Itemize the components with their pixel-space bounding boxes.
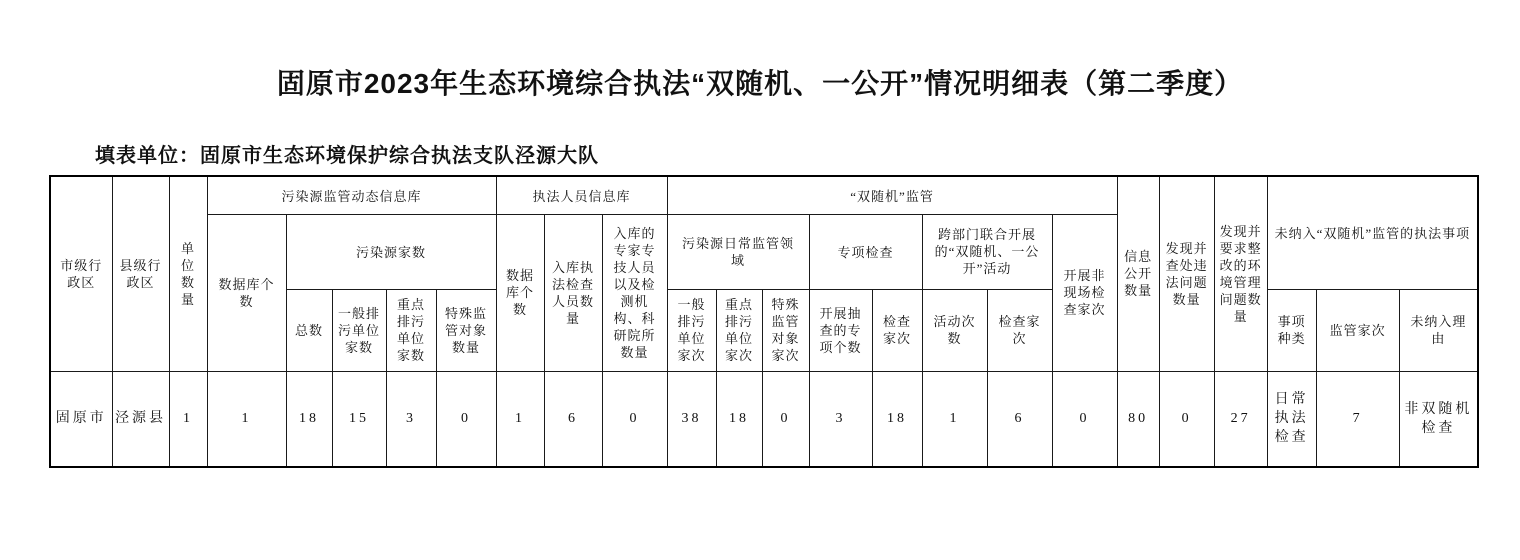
group-header-pollution-source-db: 污染源监管动态信息库 <box>207 176 496 214</box>
col-header-county-region: 县级行政区 <box>112 176 169 371</box>
cell-enforcer-db-count: 1 <box>496 371 544 467</box>
cell-pollution-total: 18 <box>286 371 332 467</box>
group-header-daily-supervision-field: 污染源日常监管领域 <box>667 214 809 289</box>
page-title: 固原市2023年生态环境综合执法“双随机、一公开”情况明细表（第二季度） <box>276 68 1244 99</box>
col-header-unit-count: 单位数量 <box>169 176 207 371</box>
group-header-excluded-items: 未纳入“双随机”监管的执法事项 <box>1267 176 1478 289</box>
cell-info-disclosure-count: 80 <box>1117 371 1159 467</box>
col-header-pollution-general-units: 一般排污单位家数 <box>332 289 386 371</box>
col-header-excluded-supervision-visits: 监管家次 <box>1316 289 1399 371</box>
col-header-pollution-special-objects: 特殊监管对象数量 <box>436 289 496 371</box>
cell-pollution-key-units: 3 <box>386 371 436 467</box>
cell-pollution-special-objects: 0 <box>436 371 496 467</box>
col-header-enforcer-db-count: 数据库个数 <box>496 214 544 371</box>
col-header-excluded-item-type: 事项种类 <box>1267 289 1316 371</box>
cell-excluded-item-type: 日常执法检查 <box>1267 371 1316 467</box>
cell-pollution-db-count: 1 <box>207 371 286 467</box>
cell-special-inspection-visits: 18 <box>872 371 922 467</box>
col-header-violations-found-count: 发现并查处违法问题数量 <box>1159 176 1214 371</box>
cell-county: 泾源县 <box>112 371 169 467</box>
col-header-special-inspection-visits: 检查家次 <box>872 289 922 371</box>
col-header-joint-inspection-visits: 检查家次 <box>987 289 1052 371</box>
col-header-pollution-db-count: 数据库个数 <box>207 214 286 371</box>
cell-joint-inspection-visits: 6 <box>987 371 1052 467</box>
form-unit-line <box>95 139 599 168</box>
cell-rectification-found-count: 27 <box>1214 371 1267 467</box>
col-header-excluded-reason: 未纳入理由 <box>1399 289 1478 371</box>
cell-enforcer-expert-count: 0 <box>602 371 667 467</box>
cell-special-sampling-count: 3 <box>809 371 872 467</box>
col-header-special-sampling-count: 开展抽查的专项个数 <box>809 289 872 371</box>
cell-joint-activity-count: 1 <box>922 371 987 467</box>
report-table <box>49 175 1479 468</box>
col-header-pollution-key-units: 重点排污单位家数 <box>386 289 436 371</box>
col-header-joint-activity-count: 活动次数 <box>922 289 987 371</box>
cell-daily-special-visits: 0 <box>762 371 809 467</box>
col-header-daily-key-visits: 重点排污单位家次 <box>716 289 762 371</box>
cell-offsite-inspection-visits: 0 <box>1052 371 1117 467</box>
form-unit-value: 固原市生态环境保护综合执法支队泾源大队 <box>200 145 599 167</box>
col-header-enforcer-staff-count: 入库执法检查人员数量 <box>544 214 602 371</box>
cell-city: 固原市 <box>50 371 112 467</box>
col-header-offsite-inspection-visits: 开展非现场检查家次 <box>1052 214 1117 371</box>
col-header-daily-general-visits: 一般排污单位家次 <box>667 289 716 371</box>
cell-unit-count: 1 <box>169 371 207 467</box>
col-header-rectification-found-count: 发现并要求整改的环境管理问题数量 <box>1214 176 1267 371</box>
col-header-city-region: 市级行政区 <box>50 176 112 371</box>
cell-pollution-general-units: 15 <box>332 371 386 467</box>
col-header-enforcer-expert-count: 入库的专家专技人员以及检测机构、科研院所数量 <box>602 214 667 371</box>
table-row <box>50 371 1478 467</box>
cell-daily-general-visits: 38 <box>667 371 716 467</box>
col-header-daily-special-visits: 特殊监管对象家次 <box>762 289 809 371</box>
cell-excluded-supervision-visits: 7 <box>1316 371 1399 467</box>
cell-excluded-reason: 非双随机检查 <box>1399 371 1478 467</box>
group-header-pollution-firm-count: 污染源家数 <box>286 214 496 289</box>
group-header-joint-activity: 跨部门联合开展的“双随机、一公开”活动 <box>922 214 1052 289</box>
group-header-double-random-supervision: “双随机”监管 <box>667 176 1117 214</box>
cell-enforcer-staff-count: 6 <box>544 371 602 467</box>
form-unit-label: 填表单位： <box>95 145 200 167</box>
group-header-enforcer-db: 执法人员信息库 <box>496 176 667 214</box>
col-header-info-disclosure-count: 信息公开数量 <box>1117 176 1159 371</box>
group-header-special-inspection: 专项检查 <box>809 214 922 289</box>
col-header-pollution-total: 总数 <box>286 289 332 371</box>
cell-daily-key-visits: 18 <box>716 371 762 467</box>
cell-violations-found-count: 0 <box>1159 371 1214 467</box>
